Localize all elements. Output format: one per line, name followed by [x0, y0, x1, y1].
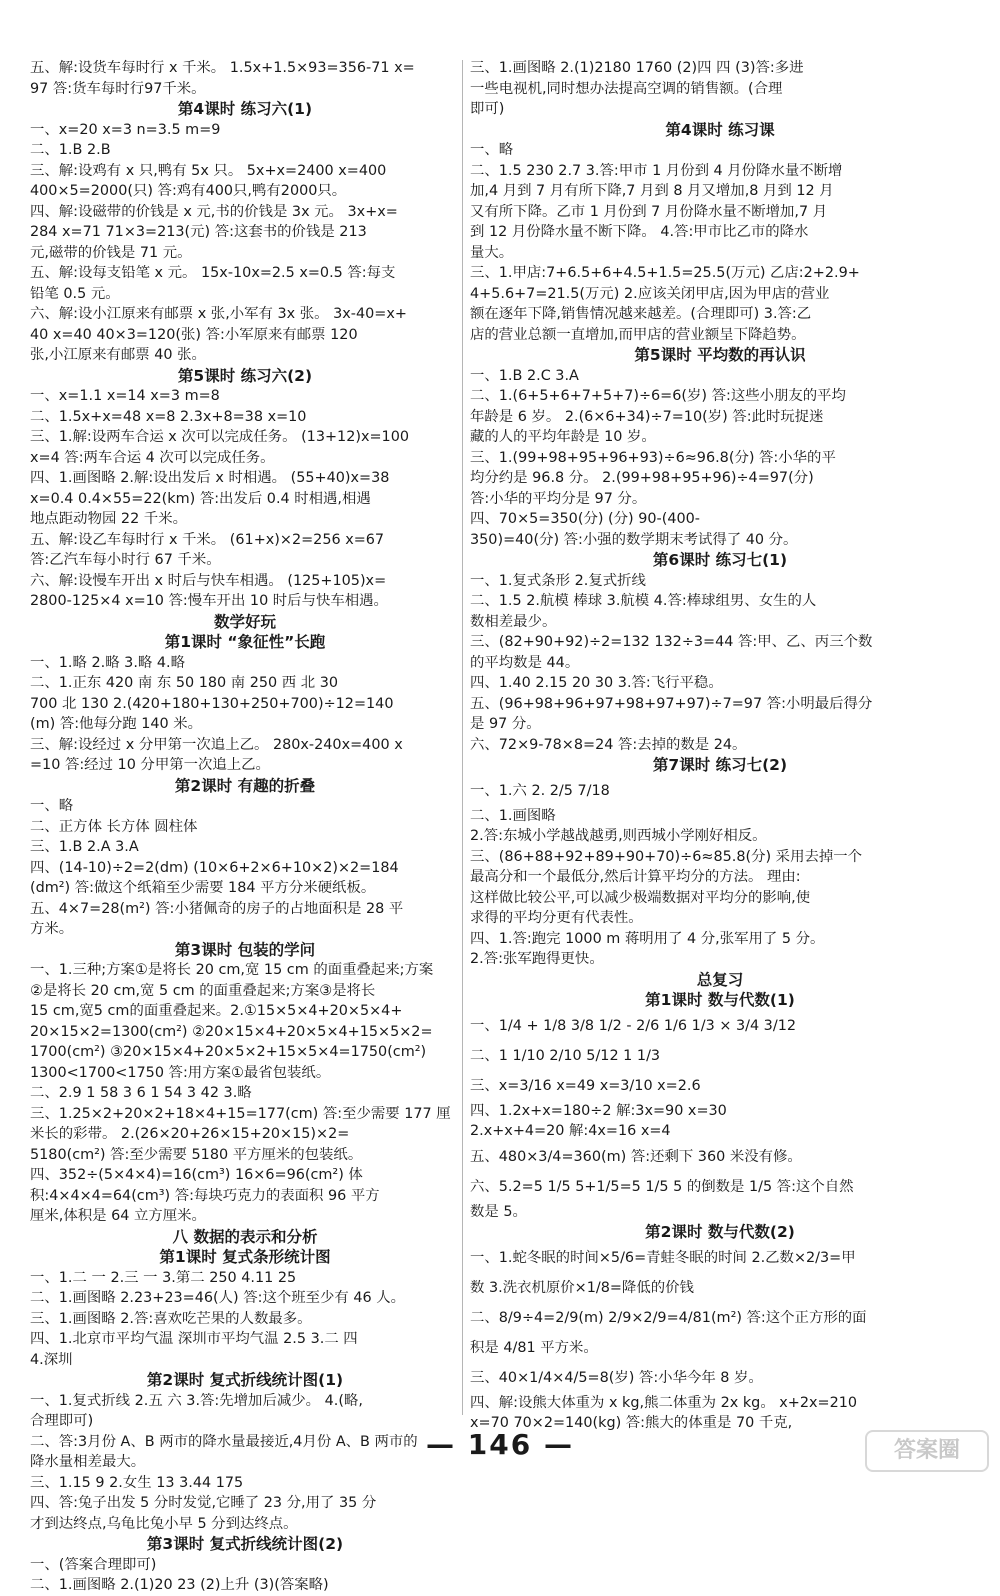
answer-line: 三、1.甲店:7+6.5+6+4.5+1.5=25.5(万元) 乙店:2+2.9+	[470, 265, 860, 281]
answer-line: 六、5.2=5 1/5 5+1/5=5 1/5 5 的倒数是 1/5 答:这个自然	[470, 1178, 854, 1195]
left-column	[30, 58, 460, 1596]
answer-line: x=70 70×2=140(kg) 答:熊大的体重是 70 千克,	[470, 1415, 793, 1431]
answer-line: 一、1.二 一 2.三 一 3.第二 250 4.11 25	[30, 1269, 297, 1286]
answer-line: 一、1.复式折线 2.五 六 3.答:先增加后减少。 4.(略,	[30, 1392, 363, 1409]
answer-line: 米长的彩带。 2.(26×20+26×15+20×15)×2=	[30, 1126, 350, 1142]
watermark-logo: 答案圈	[865, 1430, 989, 1472]
answer-line: 又有所下降。乙市 1 月份到 7 月份降水量不断增加,7 月	[470, 203, 828, 220]
answer-line: 二、1 1/10 2/10 5/12 1 1/3	[470, 1047, 661, 1064]
section-heading: 第3课时 复式折线统计图(2)	[146, 1535, 344, 1553]
answer-line: 店的营业总额一直增加,而甲店的营业额呈下降趋势。	[470, 326, 806, 343]
answer-line: 一、x=20 x=3 n=3.5 m=9	[30, 121, 221, 138]
section-heading: 第2课时 复式折线统计图(1)	[146, 1371, 344, 1389]
answer-line: 一、略	[470, 142, 514, 158]
answer-line: 二、1.5 2.航模 棒球 3.航模 4.答:棒球组男、女生的人	[470, 593, 817, 609]
answer-line: 四、1.2x+x=180÷2 解:3x=90 x=30	[470, 1102, 727, 1119]
answer-line: 才到达终点,乌龟比兔小早 5 分到达终点。	[30, 1515, 298, 1532]
answer-line: 均分约是 96.8 分。 2.(99+98+95+96)÷4=97(分)	[470, 470, 814, 486]
answer-line: 一、1.六 2. 2/5 7/18	[470, 782, 610, 799]
answer-line: 数 3.洗衣机原价×1/8=降低的价钱	[470, 1279, 694, 1296]
answer-line: 四、答:兔子出发 5 分时发觉,它睡了 23 分,用了 35 分	[30, 1495, 377, 1511]
answer-line: 1300<1700<1750 答:用方案①最省包装纸。	[30, 1064, 331, 1081]
answer-line: 年龄是 6 岁。 2.(6×6+34)÷7=10(岁) 答:此时玩捉迷	[470, 408, 824, 425]
answer-line: 一、1.三种;方案①是将长 20 cm,宽 15 cm 的面重叠起来;方案	[30, 962, 434, 978]
section-heading: 第1课时 “象征性”长跑	[164, 633, 326, 651]
answer-line: 284 x=71 71×3=213(元) 答:这套书的价钱是 213	[30, 224, 367, 240]
section-heading: 第6课时 练习七(1)	[652, 551, 788, 569]
answer-line: 二、1.5 230 2.7 3.答:甲市 1 月份到 4 月份降水量不断增	[470, 162, 843, 179]
answer-line: 四、(14-10)÷2=2(dm) (10×6+2×6+10×2)×2=184	[30, 859, 399, 876]
answer-line: 二、2.9 1 58 3 6 1 54 3 42 3.略	[30, 1085, 252, 1101]
answer-line: 藏的人的平均年龄是 10 岁。	[470, 429, 656, 445]
answer-line: 六、解:设小江原来有邮票 x 张,小军有 3x 张。 3x-40=x+	[30, 306, 407, 322]
answer-line: 一、略	[30, 798, 74, 814]
answer-line: 四、1.画图略 2.解:设出发后 x 时相遇。 (55+40)x=38	[30, 470, 390, 486]
answer-line: 二、答:3月份 A、B 两市的降水量最接近,4月份 A、B 两市的	[30, 1433, 418, 1450]
answer-line: 积是 4/81 平方米。	[470, 1339, 598, 1356]
answer-line: 二、正方体 长方体 圆柱体	[30, 818, 198, 835]
answer-line: 三、(82+90+92)÷2=132 132÷3=44 答:甲、乙、丙三个数	[470, 634, 873, 650]
answer-line: 一、(答案合理即可)	[30, 1556, 157, 1573]
answer-line: ②是将长 20 cm,宽 5 cm 的面重叠起来;方案③是将长	[30, 982, 376, 999]
answer-line: 到 12 月份降水量不断下降。 4.答:甲市比乙市的降水	[470, 224, 809, 240]
answer-line: 合理即可)	[30, 1413, 94, 1429]
answer-line: 地点距动物园 22 千米。	[30, 511, 187, 527]
answer-line: 五、解:设乙车每时行 x 千米。 (61+x)×2=256 x=67	[30, 531, 385, 548]
answer-line: 四、解:设熊大体重为 x kg,熊二体重为 2x kg。 x+2x=210	[470, 1394, 858, 1411]
answer-line: 三、40×1/4×4/5=8(岁) 答:小华今年 8 岁。	[470, 1369, 763, 1386]
answer-line: 五、480×3/4=360(m) 答:还剩下 360 米没有修。	[470, 1148, 802, 1165]
answer-line: x=4 答:两车合运 4 次可以完成任务。	[30, 449, 275, 466]
answer-line: 求得的平均分更有代表性。	[470, 910, 643, 926]
answer-line: 2.答:东城小学越战越勇,则西城小学刚好相反。	[470, 828, 767, 844]
answer-line: 厘米,体积是 64 立方厘米。	[30, 1208, 206, 1224]
answer-line: 二、1.画图略 2.(1)20 23 (2)上升 (3)(答案略)	[30, 1577, 329, 1593]
section-heading: 第1课时 复式条形统计图	[159, 1248, 331, 1266]
section-heading: 第7课时 练习七(2)	[652, 756, 788, 774]
section-heading: 第2课时 数与代数(2)	[645, 1223, 795, 1241]
answer-line: 三、1.(99+98+95+96+93)÷6≈96.8(分) 答:小华的平	[470, 449, 836, 466]
answer-line: 二、1.(6+5+6+7+5+7)÷6=6(岁) 答:这些小朋友的平均	[470, 388, 846, 404]
answer-line: 2800-125×4 x=10 答:慢车开出 10 时后与快车相遇。	[30, 593, 388, 609]
answer-line: 积:4×4×4=64(cm³) 答:每块巧克力的表面积 96 平方	[30, 1187, 380, 1204]
answer-line: 350)=40(分) 答:小强的数学期末考试得了 40 分。	[470, 531, 798, 548]
answer-line: 量大。	[470, 244, 514, 261]
answer-line: 六、解:设慢车开出 x 时后与快车相遇。 (125+105)x=	[30, 572, 387, 589]
answer-line: 四、解:设磁带的价钱是 x 元,书的价钱是 3x 元。 3x+x=	[30, 203, 398, 220]
section-heading: 第4课时 练习课	[665, 120, 775, 139]
answer-line: 数相差最少。	[470, 613, 557, 630]
answer-line: 四、1.北京市平均气温 深圳市平均气温 2.5 3.二 四	[30, 1331, 358, 1347]
answer-line: 三、1.画图略 2.答:喜欢吃芒果的人数最多。	[30, 1310, 312, 1327]
answer-line: 元,磁带的价钱是 71 元。	[30, 244, 192, 261]
answer-line: 的平均数是 44。	[470, 654, 580, 671]
answer-line: x=0.4 0.4×55=22(km) 答:出发后 0.4 时相遇,相遇	[30, 490, 371, 507]
answer-line: 二、1.画图略	[470, 807, 556, 824]
answer-line: =10 答:经过 10 分甲第一次追上乙。	[30, 757, 270, 773]
answer-line: 三、x=3/16 x=49 x=3/10 x=2.6	[470, 1077, 701, 1094]
section-heading: 数学好玩	[213, 612, 276, 631]
answer-line: 三、1.解:设两车合运 x 次可以完成任务。 (13+12)x=100	[30, 429, 410, 445]
answer-line: (m) 答:他每分跑 140 米。	[30, 716, 203, 732]
answer-line: 五、解:设货车每时行 x 千米。 1.5x+1.5×93=356-71 x=	[30, 60, 415, 76]
right-column	[470, 58, 970, 1434]
section-heading: 第1课时 数与代数(1)	[645, 991, 795, 1009]
answer-line: 三、1.25×2+20×2+18×4+15=177(cm) 答:至少需要 177 厘	[30, 1105, 451, 1122]
answer-line: 二、1.B 2.B	[30, 142, 111, 158]
answer-line: 五、(96+98+96+97+98+97+97)÷7=97 答:小明最后得分	[470, 695, 873, 712]
answer-line: 即可)	[470, 101, 505, 117]
answer-line: 三、1.B 2.A 3.A	[30, 839, 139, 855]
answer-line: (dm²) 答:做这个纸箱至少需要 184 平方分米硬纸板。	[30, 880, 376, 896]
answer-line: 方米。	[30, 921, 74, 937]
answer-line: 额在逐年下降,销售情况越来越差。(合理即可) 3.答:乙	[470, 306, 812, 322]
answer-line: 四、352÷(5×4×4)=16(cm³) 16×6=96(cm²) 体	[30, 1167, 363, 1183]
answer-line: 四、70×5=350(分) (分) 90-(400-	[470, 511, 700, 527]
answer-line: 铅笔 0.5 元。	[30, 285, 120, 302]
answer-line: 一、1.略 2.略 3.略 4.略	[30, 654, 185, 671]
answer-line: 15 cm,宽5 cm的面重叠起来。2.①15×5×4+20×5×4+	[30, 1003, 403, 1019]
column-divider	[462, 60, 463, 1415]
answer-line: 三、1.15 9 2.女生 13 3.44 175	[30, 1474, 244, 1491]
answer-line: 1700(cm²) ③20×15×4+20×5×2+15×5×4=1750(cm²)	[30, 1044, 427, 1060]
answer-line: 答:小华的平均分是 97 分。	[470, 490, 647, 507]
answer-line: 97 答:货车每时行97千米。	[30, 80, 206, 97]
section-heading: 第5课时 练习六(2)	[177, 366, 313, 385]
answer-line: 40 x=40 40×3=120(张) 答:小军原来有邮票 120	[30, 326, 358, 343]
answer-line: 一、1.蛇冬眠的时间×5/6=青蛙冬眠的时间 2.乙数×2/3=甲	[470, 1249, 856, 1266]
answer-line: 三、1.画图略 2.(1)2180 1760 (2)四 四 (3)答:多进	[470, 60, 804, 76]
answer-line: 三、解:设经过 x 分甲第一次追上乙。 280x-240x=400 x	[30, 736, 403, 753]
answer-line: 最高分和一个最低分,然后计算平均分的方法。 理由:	[470, 869, 801, 885]
answer-line: 降水量相差最大。	[30, 1454, 146, 1470]
section-heading: 总复习	[696, 970, 744, 989]
answer-line: 20×15×2=1300(cm²) ②20×15×4+20×5×4+15×5×2=	[30, 1023, 433, 1040]
answer-line: 4.深圳	[30, 1351, 73, 1368]
answer-line: 四、1.40 2.15 20 30 3.答:飞行平稳。	[470, 675, 723, 691]
answer-line: 二、8/9÷4=2/9(m) 2/9×2/9=4/81(m²) 答:这个正方形的面	[470, 1309, 867, 1326]
answer-line: 五、4×7=28(m²) 答:小猪佩奇的房子的占地面积是 28 平	[30, 900, 404, 917]
answer-line: 数是 5。	[470, 1203, 527, 1220]
answer-line: 400×5=2000(只) 答:鸡有400只,鸭有2000只。	[30, 183, 347, 199]
answer-line: 700 北 130 2.(420+180+130+250+700)÷12=140	[30, 695, 394, 712]
answer-line: 答:乙汽车每小时行 67 千米。	[30, 552, 221, 568]
answer-line: 一、1.复式条形 2.复式折线	[470, 572, 646, 589]
answer-line: 一、x=1.1 x=14 x=3 m=8	[30, 388, 220, 404]
answer-line: 2.答:张军跑得更快。	[470, 951, 604, 967]
answer-line: 一、1.B 2.C 3.A	[470, 367, 579, 384]
answer-line: 三、(86+88+92+89+90+70)÷6≈85.8(分) 采用去掉一个	[470, 848, 863, 865]
section-heading: 第5课时 平均数的再认识	[634, 346, 806, 364]
answer-line: 一、1/4 + 1/8 3/8 1/2 - 2/6 1/6 1/3 × 3/4 3/12	[470, 1017, 797, 1034]
answer-line: 4+5.6+7=21.5(万元) 2.应该关闭甲店,因为甲店的营业	[470, 285, 830, 302]
section-heading: 第2课时 有趣的折叠	[174, 776, 316, 795]
answer-line: 这样做比较公平,可以减少极端数据对平均分的影响,使	[470, 889, 811, 906]
answer-line: 二、1.正东 420 南 东 50 180 南 250 西 北 30	[30, 675, 339, 691]
answer-line: 张,小江原来有邮票 40 张。	[30, 347, 206, 363]
answer-line: 四、1.答:跑完 1000 m 蒋明用了 4 分,张军用了 5 分。	[470, 930, 825, 947]
answer-line: 三、解:设鸡有 x 只,鸭有 5x 只。 5x+x=2400 x=400	[30, 162, 387, 179]
page-number: — 146 —	[426, 1428, 574, 1461]
answer-line: 2.x+x+4=20 解:4x=16 x=4	[470, 1123, 671, 1139]
answer-line: 5180(cm²) 答:至少需要 5180 平方厘米的包装纸。	[30, 1146, 363, 1163]
answer-line: 二、1.5x+x=48 x=8 2.3x+8=38 x=10	[30, 408, 307, 425]
section-heading: 八 数据的表示和分析	[172, 1227, 318, 1246]
section-heading: 第4课时 练习六(1)	[177, 100, 313, 118]
answer-line: 五、解:设每支铅笔 x 元。 15x-10x=2.5 x=0.5 答:每支	[30, 265, 396, 281]
answer-line: 二、1.画图略 2.23+23=46(人) 答:这个班至少有 46 人。	[30, 1290, 406, 1306]
answer-line: 是 97 分。	[470, 716, 541, 732]
section-heading: 第3课时 包装的学问	[174, 940, 316, 959]
answer-line: 一些电视机,同时想办法提高空调的销售额。(合理	[470, 80, 783, 97]
answer-line: 加,4 月到 7 月有所下降,7 月到 8 月又增加,8 月到 12 月	[470, 183, 834, 199]
answer-line: 六、72×9-78×8=24 答:去掉的数是 24。	[470, 736, 747, 753]
